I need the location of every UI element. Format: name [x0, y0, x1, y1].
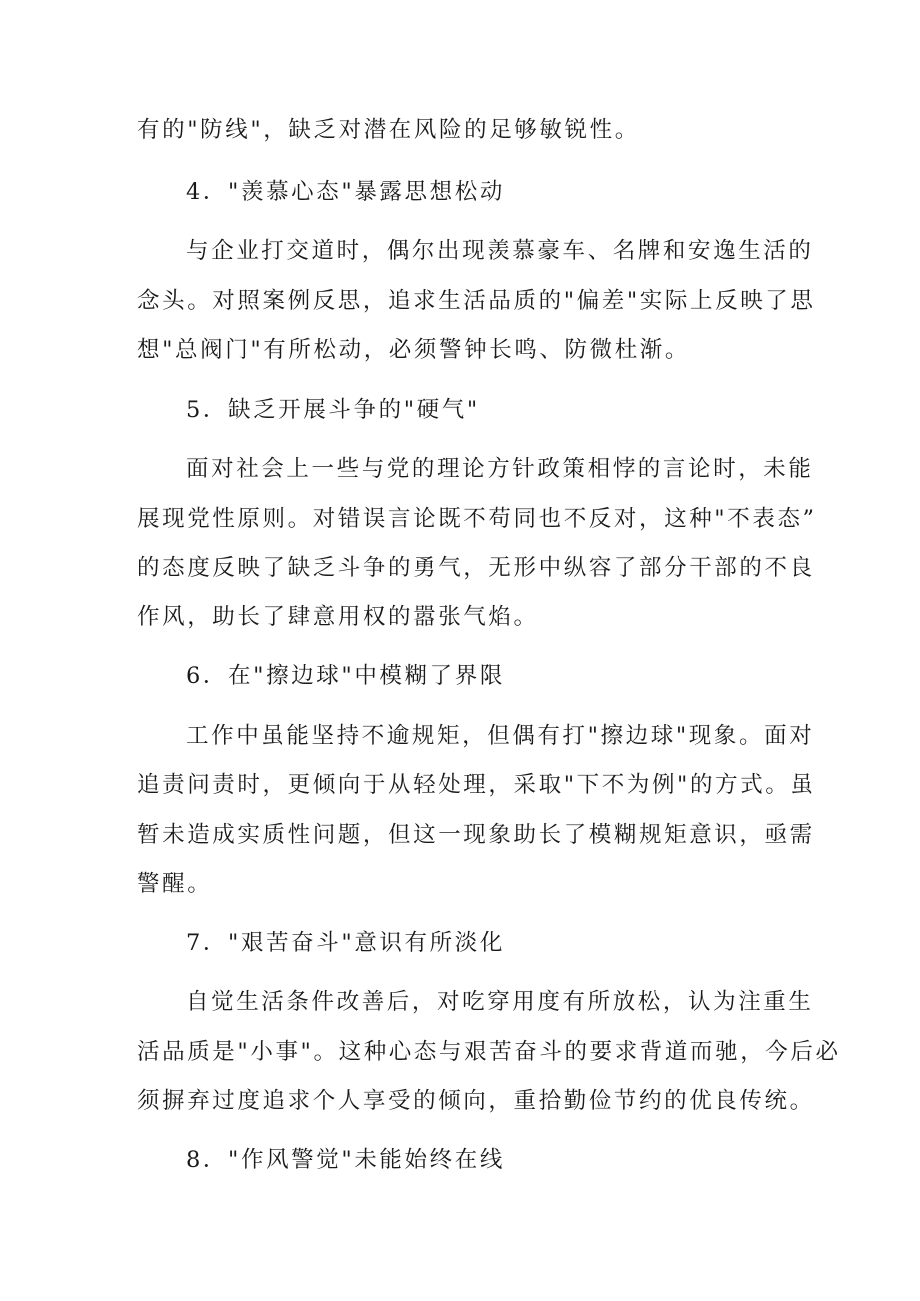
section-heading-8: 8．"作风警觉"未能始终在线 — [186, 1147, 505, 1173]
section-heading-5: 5．缺乏开展斗争的"硬气" — [186, 397, 480, 423]
paragraph-line: 面对社会上一些与党的理论方针政策相悖的言论时，未能 — [186, 456, 814, 482]
paragraph-line: 的态度反映了缺乏斗争的勇气，无形中纵容了部分干部的不良 — [137, 555, 815, 581]
paragraph-line: 工作中虽能坚持不逾规矩，但偶有打"擦边球"现象。面对 — [186, 723, 815, 749]
paragraph-line: 自觉生活条件改善后，对吃穿用度有所放松，认为注重生 — [186, 989, 814, 1015]
paragraph-line: 警醒。 — [137, 871, 213, 897]
paragraph-line: 暂未造成实质性问题，但这一现象助长了模糊规矩意识，亟需 — [137, 822, 815, 848]
section-heading-4: 4．"羡慕心态"暴露思想松动 — [186, 179, 505, 205]
paragraph-line: 作风，助长了肆意用权的嚣张气焰。 — [137, 604, 539, 630]
section-heading-7: 7．"艰苦奋斗"意识有所淡化 — [186, 930, 505, 956]
paragraph-line: 活品质是"小事"。这种心态与艰苦奋斗的要求背道而驰，今后必 — [137, 1039, 841, 1065]
paragraph-line: 追责问责时，更倾向于从轻处理，采取"下不为例"的方式。虽 — [137, 772, 816, 798]
paragraph-line: 须摒弃过度追求个人享受的倾向，重拾勤俭节约的优良传统。 — [137, 1088, 815, 1114]
paragraph-line: 与企业打交道时，偶尔出现羡慕豪车、名牌和安逸生活的 — [186, 238, 814, 264]
section-heading-6: 6．在"擦边球"中模糊了界限 — [186, 663, 505, 689]
paragraph-line: 有的"防线"，缺乏对潜在风险的足够敏锐性。 — [137, 117, 640, 143]
paragraph-line: 展现党性原则。对错误言论既不苟同也不反对，这种"不表态” — [137, 506, 817, 532]
paragraph-line: 念头。对照案例反思，追求生活品质的"偏差"实际上反映了思 — [137, 288, 816, 314]
paragraph-line: 想"总阀门"有所松动，必须警钟长鸣、防微杜渐。 — [137, 337, 690, 363]
